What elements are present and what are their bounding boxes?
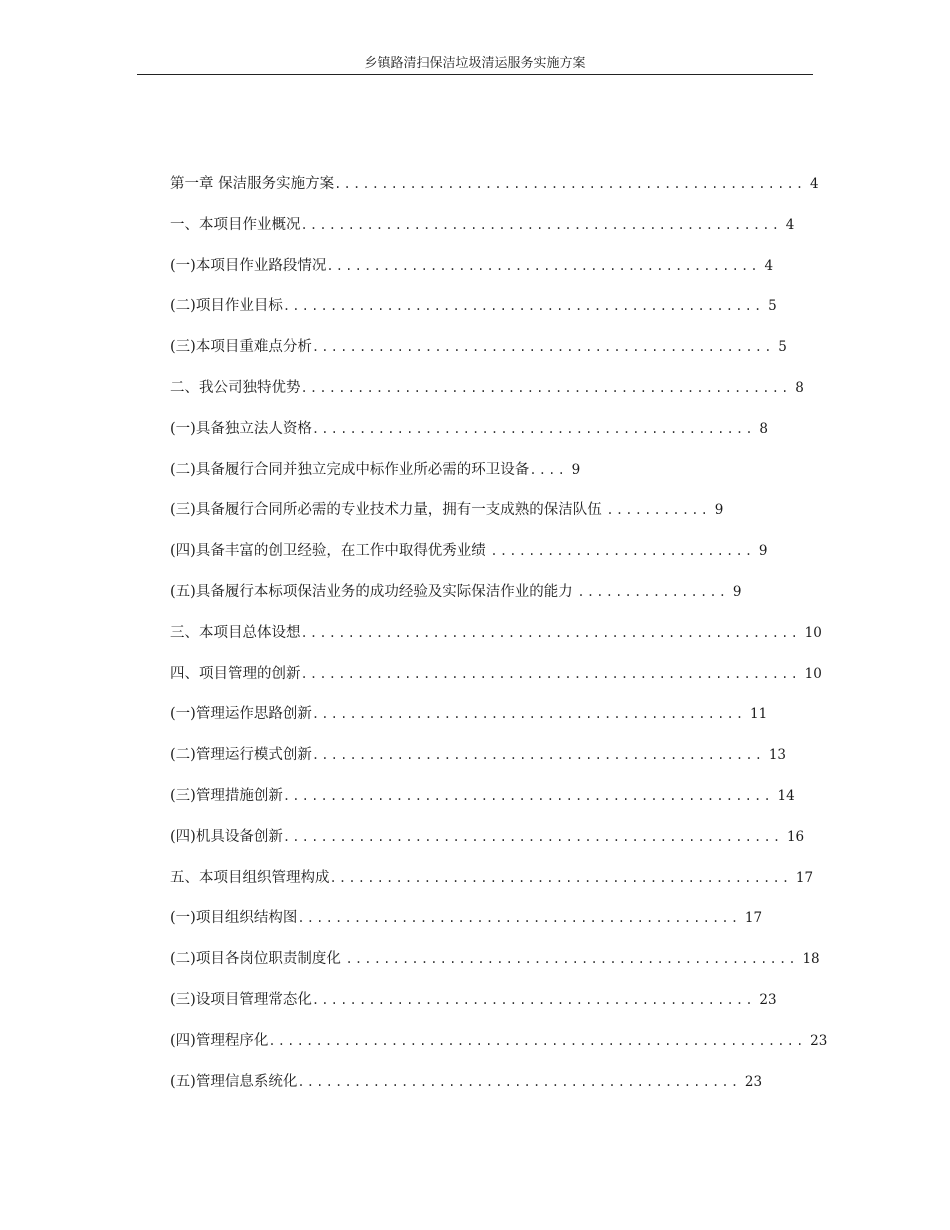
table-of-contents [170,170,828,1108]
toc-entry-leader: .............................................. [311,707,746,722]
toc-entry-leader: ..................................................... [300,625,801,640]
toc-entry-leader: ................................................. [311,340,774,355]
toc-entry-page: 14 [777,787,795,804]
toc-entry[interactable] [170,945,820,986]
toc-entry[interactable] [170,782,810,823]
toc-entry-page: 9 [571,461,581,478]
toc-entry-page: 16 [786,828,805,845]
toc-entry-leader: ............................................... [297,1074,741,1089]
toc-entry-leader: ......................................................... [268,1033,806,1048]
toc-entry-page: 23 [744,1073,763,1090]
toc-entry-page: 4 [809,176,819,192]
toc-entry[interactable] [170,619,822,660]
toc-entry[interactable] [170,741,810,782]
toc-entry-leader: ............................................... [311,421,755,436]
toc-entry-title: (三)设项目管理常态化 [170,991,312,1008]
toc-entry-title: 三、本项目总体设想 [170,624,301,641]
toc-entry[interactable] [170,292,810,333]
toc-entry[interactable] [170,333,810,374]
toc-entry-leader: ..................................................... [282,829,783,844]
toc-entry-leader: ............................................... [297,911,741,926]
toc-entry-page: 5 [778,339,787,356]
toc-entry-title: (四)管理程序化 [170,1032,269,1049]
toc-entry-page: 8 [759,420,768,437]
toc-entry-title: (四)机具设备创新 [170,828,283,845]
toc-entry-page: 17 [795,869,814,886]
toc-entry-page: 10 [804,665,822,682]
toc-entry-title: (一)项目组织结构图 [170,910,298,927]
toc-entry-leader: ..................................................... [300,666,801,681]
toc-entry-leader: ............................ [490,544,755,559]
toc-entry[interactable] [170,1068,810,1109]
toc-entry-leader: ................................................ [311,748,765,763]
toc-entry-title: (二)管理运行模式创新 [170,747,312,764]
toc-entry[interactable] [170,374,810,415]
toc-entry-title: (五)管理信息系统化 [170,1073,298,1090]
toc-entry-page: 9 [758,543,768,560]
toc-entry-leader: ................................................... [282,299,764,314]
page-header-title: 乡镇路清扫保洁垃圾清运服务实施方案 [364,56,586,71]
toc-entry[interactable] [170,537,810,578]
toc-entry-title: (一)本项目作业路段情况 [170,257,327,274]
toc-entry[interactable] [170,170,819,211]
toc-entry[interactable] [170,823,810,864]
toc-entry-page: 10 [804,624,822,641]
toc-entry-title: 一、本项目作业概况 [170,216,301,233]
toc-entry-title: (三)本项目重难点分析 [170,339,312,356]
toc-entry-page: 5 [768,298,777,315]
toc-entry-title: (五)具备履行本标项保洁业务的成功经验及实际保洁作业的能力 [170,583,578,600]
toc-entry-title: 五、本项目组织管理构成 [170,869,330,886]
toc-entry-page: 4 [785,216,795,233]
toc-entry[interactable] [170,456,810,497]
toc-entry-title: (一)管理运作思路创新 [170,706,312,723]
toc-entry-title: (三)管理措施创新 [170,787,283,804]
toc-entry-leader: ................................................. [329,870,792,885]
toc-entry-leader: .... [529,462,568,477]
toc-entry-leader: ............................................... [311,992,755,1007]
toc-entry[interactable] [170,496,810,537]
toc-entry-title: (四)具备丰富的创卫经验，在工作中取得优秀业绩 [170,543,491,560]
toc-entry-page: 9 [714,502,724,519]
toc-entry[interactable] [170,211,810,252]
toc-entry-page: 18 [802,951,820,968]
toc-entry-leader: .................................................... [300,380,791,395]
toc-entry-page: 23 [759,991,777,1008]
toc-entry-title: (三)具备履行合同所必需的专业技术力量，拥有一支成熟的保洁队伍 [170,502,607,519]
toc-entry-leader: ................................................... [300,217,782,232]
toc-entry[interactable] [170,904,810,945]
toc-entry-page: 17 [744,910,763,927]
toc-entry-leader: ................................................ [345,952,798,967]
toc-entry[interactable] [170,700,810,741]
toc-entry[interactable] [170,415,810,456]
toc-entry-title: 四、项目管理的创新 [170,665,301,682]
toc-entry[interactable] [170,1027,828,1068]
toc-entry-title: (一)具备独立法人资格 [170,420,312,437]
toc-entry-leader: ................ [577,584,729,599]
toc-entry[interactable] [170,578,810,619]
toc-entry-leader: .............................................. [326,258,760,273]
toc-entry-page: 23 [810,1032,828,1049]
toc-entry-leader: .................................................. [334,177,806,191]
toc-entry-page: 4 [764,257,774,274]
toc-entry-title: (二)具备履行合同并独立完成中标作业所必需的环卫设备 [170,461,530,478]
toc-entry-page: 13 [768,747,787,764]
toc-entry-title: 第一章 保洁服务实施方案 [170,176,335,192]
toc-entry-title: (二)项目作业目标 [170,298,283,315]
toc-entry[interactable] [170,986,810,1027]
toc-entry-title: (二)项目各岗位职责制度化 [170,951,346,968]
toc-entry[interactable] [170,864,814,905]
toc-entry-page: 9 [732,583,742,600]
toc-entry-leader: ........... [606,503,711,518]
toc-entry[interactable] [170,660,822,701]
toc-entry-page: 11 [749,706,768,723]
header-rule [137,74,813,75]
toc-entry[interactable] [170,252,810,293]
toc-entry-page: 8 [795,379,804,396]
toc-entry-leader: .................................................... [282,788,773,803]
toc-entry-title: 二、我公司独特优势 [170,379,301,396]
